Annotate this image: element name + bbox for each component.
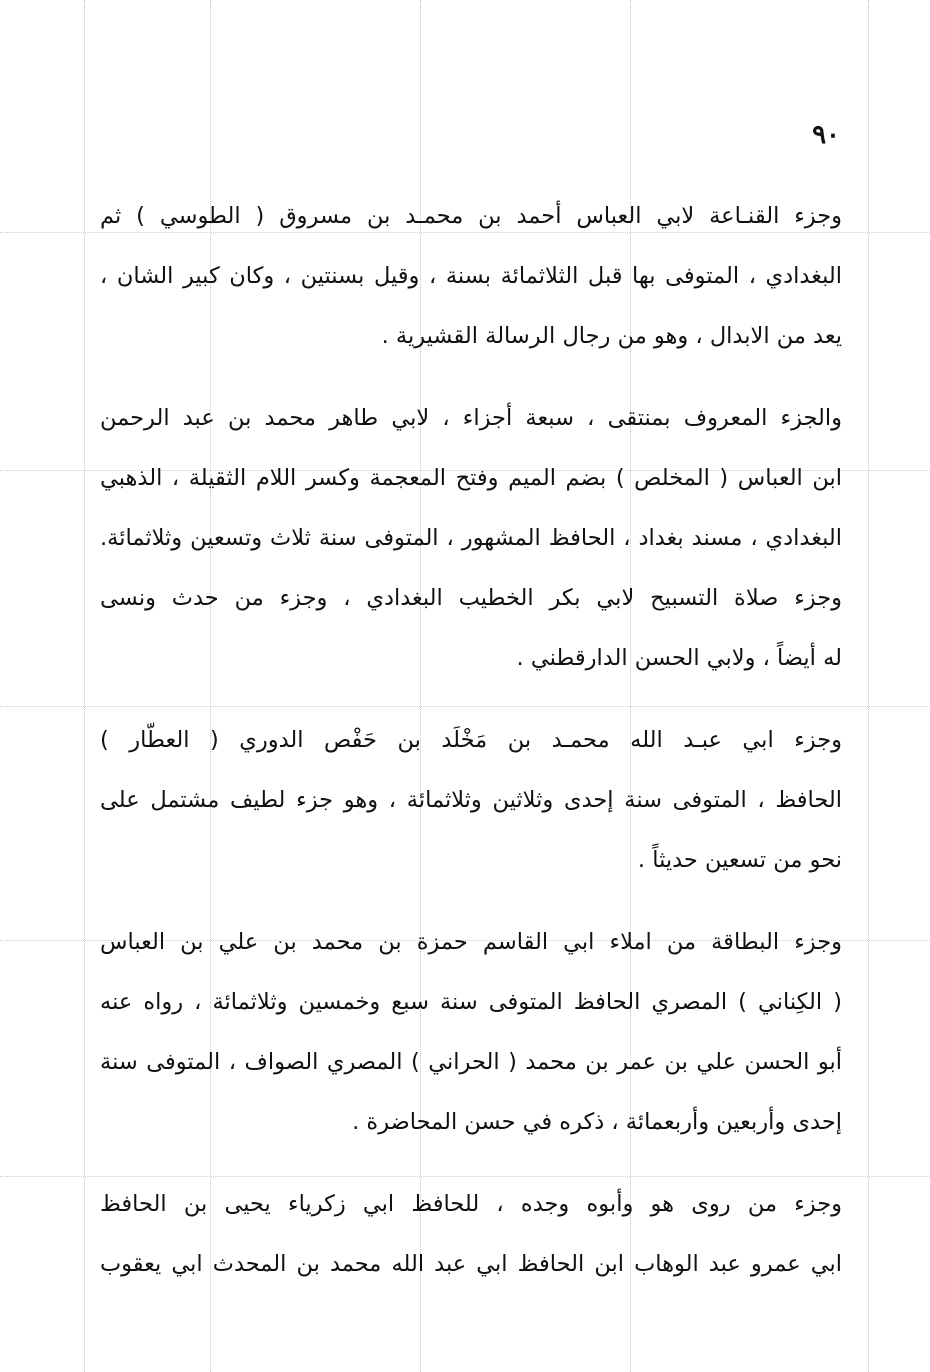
scan-guide-line <box>868 0 869 1372</box>
text-line: وجزء القنـاعة لابي العباس أحمد بن محمـد بن مسروق ( الطوسي ) ثم <box>100 203 842 229</box>
text-line: إحدى وأربعين وأربعمائة ، ذكره في حسن المحاضرة . <box>352 1109 842 1135</box>
text-line: نحو من تسعين حديثاً . <box>637 847 842 873</box>
scan-guide-line <box>84 0 85 1372</box>
text-line: والجزء المعروف بمنتقى ، سبعة أجزاء ، لابي طاهر محمد بن عبد الرحمن <box>100 405 842 431</box>
paragraph <box>100 710 842 890</box>
text-line: وجزء صلاة التسبيح لابي بكر الخطيب البغدادي ، وجزء من حدث ونسى <box>100 585 842 611</box>
text-line: وجزء ابي عبـد الله محمـد بن مَخْلَد بن حَفْص الدوري ( العطّار ) <box>100 727 842 753</box>
page-number: ٩٠ <box>812 120 840 150</box>
text-line: أبو الحسن علي بن عمر بن محمد ( الحراني ) المصري الصواف ، المتوفى سنة <box>100 1049 842 1075</box>
text-line: ( الكِناني ) المصري الحافظ المتوفى سنة سبع وخمسين وثلاثمائة ، رواه عنه <box>100 989 842 1015</box>
text-line: وجزء من روى هو وأبوه وجده ، للحافظ ابي زكرياء يحيى بن الحافظ <box>100 1191 842 1217</box>
text-line: الحافظ ، المتوفى سنة إحدى وثلاثين وثلاثمائة ، وهو جزء لطيف مشتمل على <box>100 787 842 813</box>
text-line: ابي عمرو عبد الوهاب ابن الحافظ ابي عبد الله محمد بن المحدث ابي يعقوب <box>100 1251 842 1277</box>
text-line: البغدادي ، مسند بغداد ، الحافظ المشهور ، المتوفى سنة ثلاث وتسعين وثلاثمائة. <box>100 525 842 551</box>
text-body <box>100 186 842 1316</box>
paragraph <box>100 186 842 366</box>
paragraph <box>100 388 842 688</box>
text-line: له أيضاً ، ولابي الحسن الدارقطني . <box>516 645 842 671</box>
text-line: وجزء البطاقة من املاء ابي القاسم حمزة بن محمد بن علي بن العباس <box>100 929 842 955</box>
text-line: ابن العباس ( المخلص ) بضم الميم وفتح المعجمة وكسر اللام الثقيلة ، الذهبي <box>100 465 842 491</box>
paragraph <box>100 912 842 1152</box>
paragraph <box>100 1174 842 1294</box>
text-line: البغدادي ، المتوفى بها قبل الثلاثمائة بسنة ، وقيل بسنتين ، وكان كبير الشان ، <box>100 263 842 289</box>
text-line: يعد من الابدال ، وهو من رجال الرسالة القشيرية . <box>381 323 842 349</box>
